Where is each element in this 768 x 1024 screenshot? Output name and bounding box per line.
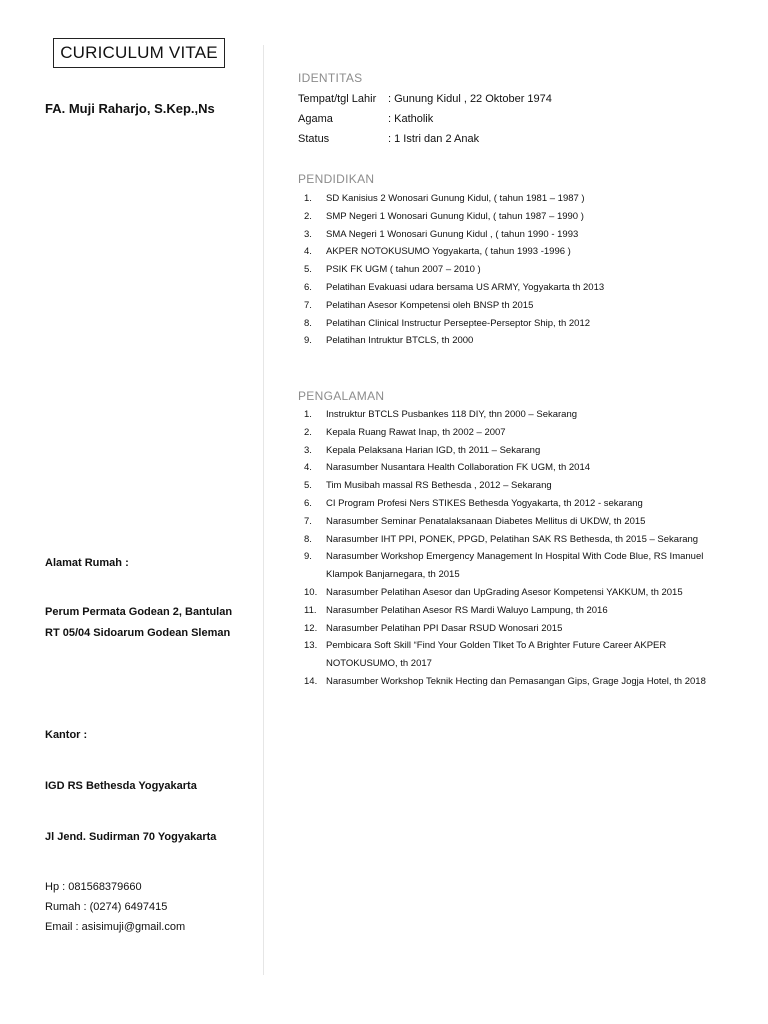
list-item [300,190,720,208]
list-item [300,513,720,531]
list-item [300,406,720,424]
list-item-text: Narasumber Workshop Teknik Hecting dan Pemasangan Gips, Grage Jogja Hotel, th 2018 [326,675,706,687]
list-item-number: 4. [304,462,312,474]
list-item [300,495,720,513]
list-item-number: 5. [304,480,312,492]
list-item-number: 3. [304,444,312,456]
column-divider [263,45,264,975]
contact-email: Email : asisimuji@gmail.com [45,921,186,933]
list-item-text: Narasumber Workshop Emergency Management In Hospital With Code Blue, RS Imanuel Klampok Banjarnegara, th 2015 [326,551,704,581]
list-item-text: Pembicara Soft Skill “Find Your Golden TIket To A Brighter Future Career AKPER NOTOKUSUMO, th 2017 [326,640,667,670]
list-item-text: Pelatihan Evakuasi udara bersama US ARMY, Yogyakarta th 2013 [326,281,605,293]
list-item [300,459,720,477]
list-item-number: 1. [304,193,312,204]
list-item [300,424,720,442]
list-item-number: 6. [304,497,312,509]
identitas-label: Status [298,133,330,145]
list-item [300,584,720,602]
list-item-number: 9. [304,335,312,347]
list-item [300,208,720,226]
list-item [300,226,720,244]
list-item-text: Kepala Pelaksana Harian IGD, th 2011 – Sekarang [326,444,541,456]
cv-title: CURICULUM VITAE [53,38,225,68]
list-item-number: 5. [304,264,312,276]
list-item-number: 14. [304,675,318,687]
list-item-number: 13. [304,640,318,652]
list-item-text: Narasumber IHT PPI, PONEK, PPGD, Pelatihan SAK RS Bethesda, th 2015 – Sekarang [326,533,699,545]
list-item [300,279,720,297]
identitas-label: Tempat/tgl Lahir [298,93,377,105]
list-item-text: CI Program Profesi Ners STIKES Bethesda Yogyakarta, th 2012 - sekarang [326,497,643,509]
list-item-text: Narasumber Pelatihan Asesor dan UpGrading Asesor Kompetensi YAKKUM, th 2015 [326,586,683,598]
list-item [300,442,720,460]
office-street: Jl Jend. Sudirman 70 Yogyakarta [45,831,217,843]
list-item [300,620,720,638]
list-item-number: 7. [304,515,312,527]
list-item-number: 9. [304,551,312,563]
list-item [300,243,720,261]
list-item [300,548,720,584]
office-name: IGD RS Bethesda Yogyakarta [45,780,197,792]
contact-hp: Hp : 081568379660 [45,881,142,893]
address-line-1: Perum Permata Godean 2, Bantulan [45,606,233,618]
list-item [300,261,720,279]
list-item-text: Pelatihan Clinical Instructur Perseptee-Perseptor Ship, th 2012 [326,317,591,329]
pendidikan-heading: PENDIDIKAN [298,172,375,186]
list-item-number: 6. [304,281,312,293]
list-item-text: Tim Musibah massal RS Bethesda , 2012 – Sekarang [326,480,552,492]
list-item-text: Narasumber Nusantara Health Collaboration FK UGM, th 2014 [326,462,591,474]
identitas-heading: IDENTITAS [298,71,363,85]
list-item-text: Kepala Ruang Rawat Inap, th 2002 – 2007 [326,426,506,438]
list-item-number: 4. [304,246,312,258]
list-item-number: 8. [304,533,312,545]
pengalaman-heading: PENGALAMAN [298,389,385,403]
list-item-text: AKPER NOTOKUSUMO Yogyakarta, ( tahun 1993 -1996 ) [326,246,571,258]
identitas-value: : 1 Istri dan 2 Anak [388,133,480,145]
list-item-text: SMA Negeri 1 Wonosari Gunung Kidul , ( tahun 1990 - 1993 [326,228,579,240]
list-item-number: 1. [304,409,312,420]
list-item [300,637,720,673]
list-item-number: 12. [304,622,318,634]
list-item-text: Narasumber Pelatihan PPI Dasar RSUD Wonosari 2015 [326,622,563,634]
list-item-number: 2. [304,426,312,438]
contact-home-phone: Rumah : (0274) 6497415 [45,901,168,913]
list-item [300,477,720,495]
pendidikan-list [300,190,720,350]
pengalaman-list [300,406,720,691]
address-label: Alamat Rumah : [45,557,129,569]
list-item-text: Pelatihan Asesor Kompetensi oleh BNSP th 2015 [326,299,534,311]
list-item-text: Instruktur BTCLS Pusbankes 118 DIY, thn 2000 – Sekarang [326,409,578,420]
list-item-number: 7. [304,299,312,311]
office-label: Kantor : [45,729,88,741]
list-item [300,673,720,691]
identitas-value: : Gunung Kidul , 22 Oktober 1974 [388,93,552,105]
identitas-value: : Katholik [388,113,434,125]
list-item-text: SMP Negeri 1 Wonosari Gunung Kidul, ( tahun 1987 – 1990 ) [326,210,584,222]
address-line-2: RT 05/04 Sidoarum Godean Sleman [45,627,231,639]
list-item-text: PSIK FK UGM ( tahun 2007 – 2010 ) [326,264,481,276]
list-item-number: 8. [304,317,312,329]
person-name: FA. Muji Raharjo, S.Kep.,Ns [45,101,215,116]
list-item [300,332,720,350]
list-item-number: 10. [304,586,318,598]
list-item-number: 2. [304,210,312,222]
list-item-number: 11. [304,604,317,616]
list-item-text: Pelatihan Intruktur BTCLS, th 2000 [326,335,474,347]
list-item-text: Narasumber Seminar Penatalaksanaan Diabetes Mellitus di UKDW, th 2015 [326,515,646,527]
list-item [300,602,720,620]
list-item [300,531,720,549]
list-item [300,315,720,333]
list-item-text: Narasumber Pelatihan Asesor RS Mardi Waluyo Lampung, th 2016 [326,604,608,616]
list-item-number: 3. [304,228,312,240]
list-item [300,297,720,315]
identitas-label: Agama [298,113,333,125]
list-item-text: SD Kanisius 2 Wonosari Gunung Kidul, ( tahun 1981 – 1987 ) [326,193,585,204]
